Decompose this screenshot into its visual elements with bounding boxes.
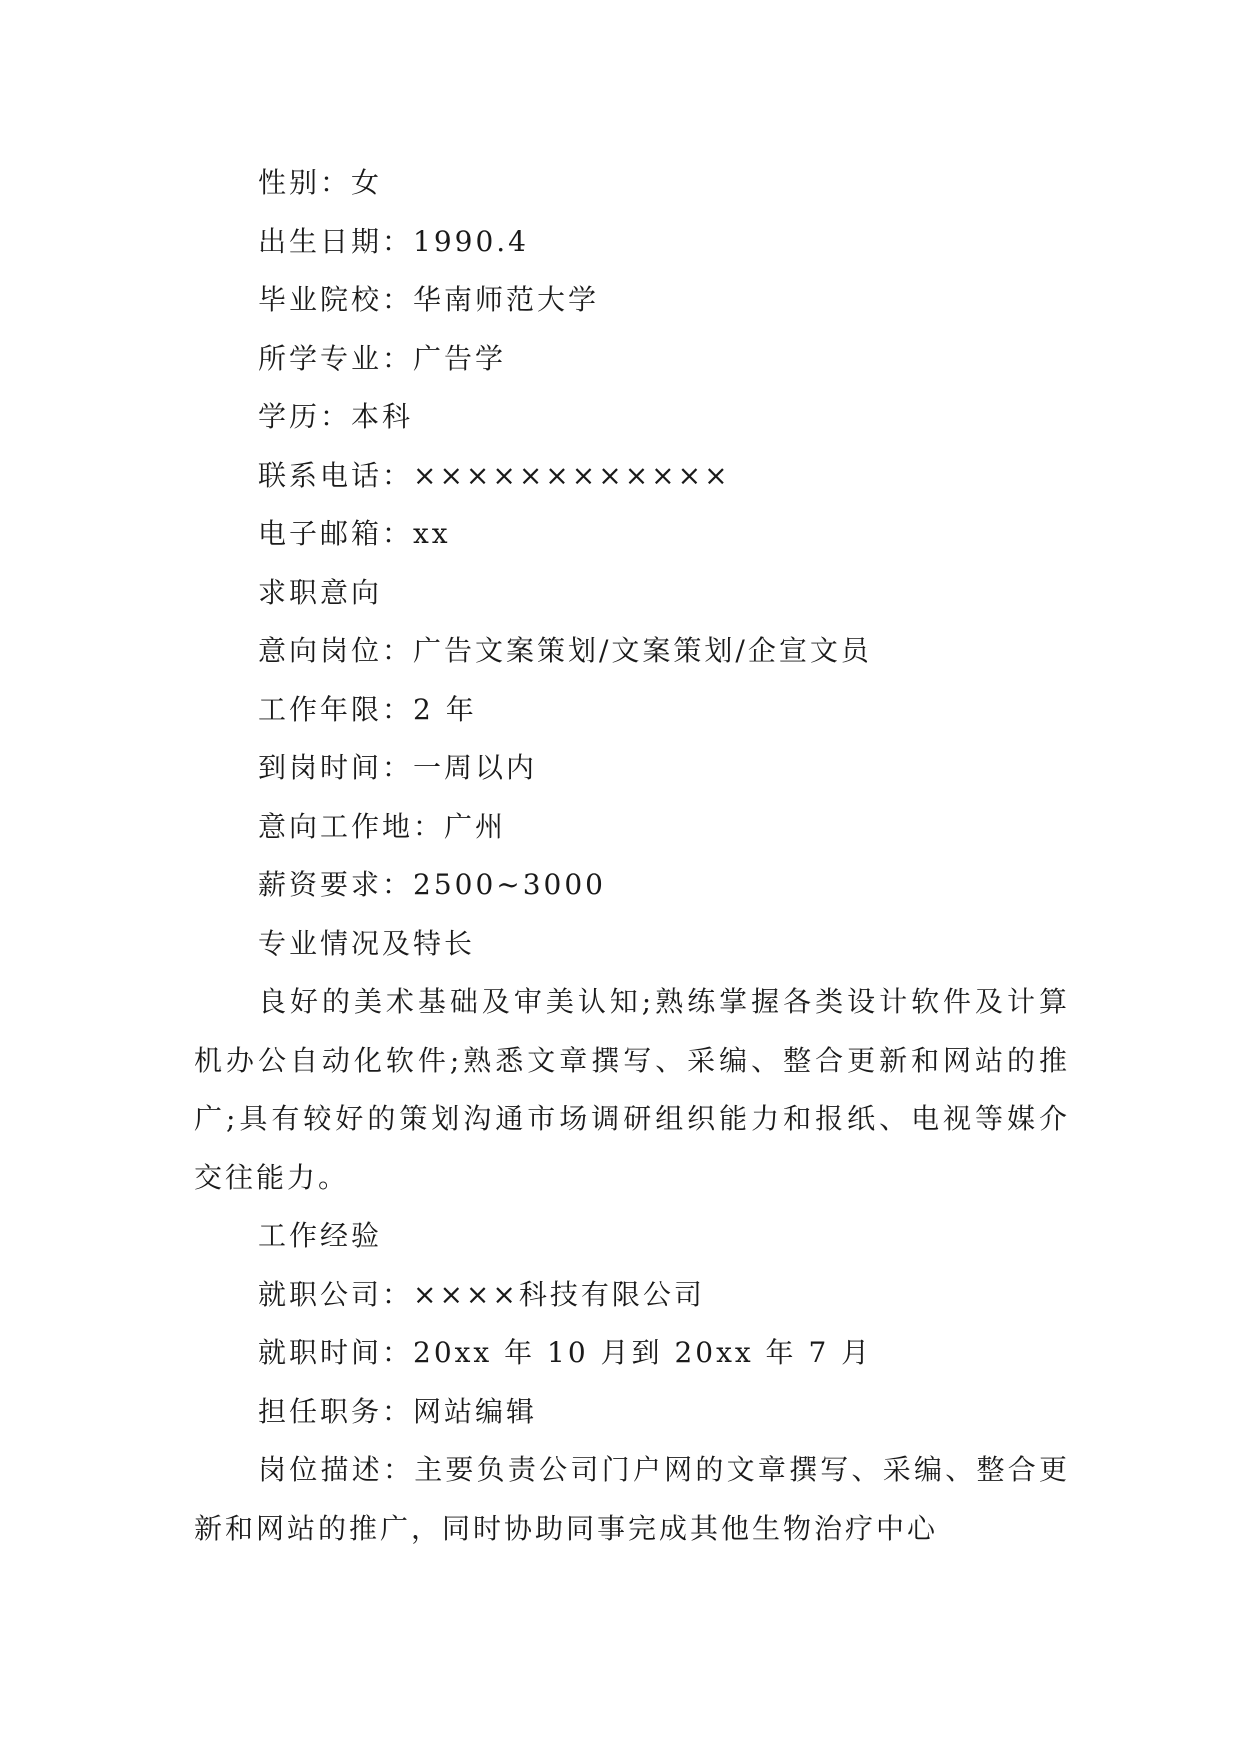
job-title-line: 担任职务：网站编辑 (258, 1394, 538, 1428)
job-intention-heading: 求职意向 (258, 575, 383, 609)
resume-content (194, 154, 1070, 1558)
target-position-line: 意向岗位：广告文案策划/文案策划/企宣文员 (258, 634, 872, 667)
work-location-line: 意向工作地：广州 (258, 809, 507, 843)
employment-period-line: 就职时间：20xx 年 10 月到 20xx 年 7 月 (258, 1336, 873, 1369)
major-line: 所学专业：广告学 (258, 341, 507, 375)
work-experience-heading: 工作经验 (258, 1219, 383, 1252)
company-line: 就职公司：××××科技有限公司 (258, 1277, 705, 1311)
gender-line: 性别：女 (258, 166, 383, 199)
birth-date-line: 出生日期：1990.4 (258, 224, 529, 258)
availability-line: 到岗时间：一周以内 (258, 751, 538, 784)
email-line: 电子邮箱：xx (258, 517, 451, 550)
education-line: 学历：本科 (258, 400, 414, 433)
skills-heading: 专业情况及特长 (258, 926, 476, 960)
years-experience-line: 工作年限：2 年 (258, 692, 477, 726)
school-line: 毕业院校：华南师范大学 (258, 283, 600, 316)
phone-line: 联系电话：×××××××××××× (258, 458, 731, 492)
job-description-paragraph: 岗位描述：主要负责公司门户网的文章撰写、采编、整合更新和网站的推广，同时协助同事完成其他生物治疗中心 (194, 1453, 1070, 1545)
salary-line: 薪资要求：2500~3000 (258, 868, 606, 901)
skills-paragraph: 良好的美术基础及审美认知;熟练掌握各类设计软件及计算机办公自动化软件;熟悉文章撰写、采编、整合更新和网站的推广;具有较好的策划沟通市场调研组织能力和报纸、电视等媒介交往能力。 (194, 985, 1070, 1194)
